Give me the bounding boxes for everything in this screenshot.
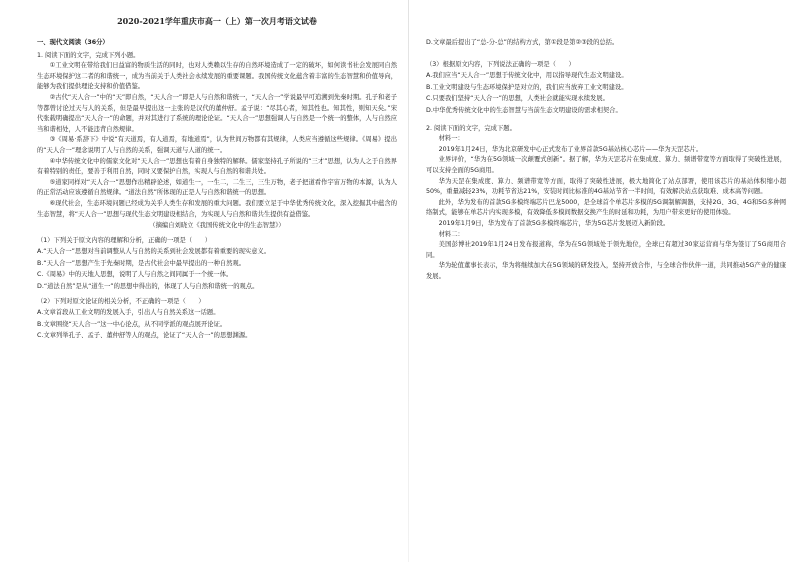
question-2-option-d: D.文章最后提出了“总-分-总”的结构方式，第①段是第②③段的总括。 — [426, 39, 619, 46]
question-1-option-b: B.“天人合一”思想产生于先秦时期，是古代社会中最早提出的一种自然观。 — [37, 259, 246, 267]
passage-paragraph: ⑥现代社会，生态环境问题已经成为关乎人类生存和发展的重大问题。我们要立足于中华优秀传统文化，深入挖掘其中蕴含的生态智慧，将“天人合一”思想与现代生态文明建设相结合，为实现人与自然和谐共生提供有益借鉴。 — [37, 199, 397, 218]
exam-title: 2020-2021学年重庆市高一（上）第一次月考语文试卷 — [117, 16, 317, 26]
right-column — [426, 38, 786, 282]
question-2-stem: （2）下列对原文论证的相关分析，不正确的一项是（ ） — [37, 297, 205, 305]
question-1-option-d: D.“道法自然”是从“道生一”的思想中得出的，体现了人与自然和谐统一的观点。 — [37, 283, 259, 291]
section-heading: 一、现代文阅读（36分） — [37, 39, 109, 46]
question-2-option-a: A.文章首段从工业文明的发展入手，引出人与自然关系这一话题。 — [37, 309, 220, 317]
passage-paragraph: ③《周易·系辞下》中说“有天道焉，有人道焉，有地道焉”，认为世间万物都有其规律，人类应当遵循这些规律。《周易》提出的“天人合一”理念说明了人与自然的关系，强调天道与人道的统一。 — [37, 136, 397, 154]
question-2-option-c: C.文章列举孔子、孟子、董仲舒等人的观点，论证了“天人合一”的思想渊源。 — [37, 332, 252, 340]
left-column — [37, 38, 397, 343]
material-2-label: 材料二： — [438, 230, 464, 238]
question-3-option-d: D.中华优秀传统文化中的生态智慧与当前生态文明建设的需求相契合。 — [426, 106, 622, 114]
question-1-option-c: C.《周易》中的天地人思想，说明了人与自然之间同属于一个统一体。 — [37, 271, 233, 279]
passage-paragraph: ④中华传统文化中的儒家文化对“天人合一”思想也有着自身独特的解释。儒家坚持孔子所说的“三才”思想，认为人之于自然界有着特别的责任，要善于利用自然，同时又要保护自然，实现人与自然的和谐共处。 — [37, 157, 397, 176]
question-1-stem: （1）下列关于原文内容的理解和分析，正确的一项是（ ） — [37, 236, 212, 244]
page-fold-divider — [408, 0, 409, 562]
material-paragraph: 业界评价，“华为在5G领域一次颠覆式创新”。据了解，华为天罡芯片在集成度、算力、频谱带宽等方面取得了突破性进展，可以支持全面的5G商用。 — [426, 156, 786, 174]
question-3-option-b: B.工业文明建设与生态环境保护是对立的，我们应当放弃工业文明建设。 — [426, 83, 628, 91]
material-1-label: 材料一： — [438, 135, 464, 143]
passage-source: （摘编自刘晓立《我国传统文化中的生态智慧》） — [149, 222, 285, 230]
passage-paragraph: ⑤道家同样对“天人合一”思想作出精辟论述，如道生一，一生二，二生三，三生万物，老子把道看作宇宙万物的本源，认为人的正常活动应该遵循自然规律。“道法自然”所体现的正是人与自然和谐统一的思想。 — [37, 178, 397, 197]
passage-paragraph: ①工业文明在带给我们日益富的物质生活的同时，也对人类赖以生存的自然环境造成了一定的破坏，如何读书社会发展同自然生态环境保护这二者的和谐统一，成为当前关于人类社会永续发展的重要课题。我国传统文化蕴含着丰富的生态智慧和价值导向，能够为我们提供理论支持和价值借鉴。 — [37, 62, 397, 91]
material-paragraph: 2019年1月9日，华为发布了首款5G多模终端芯片，华为5G芯片发展迈入新阶段。 — [438, 219, 670, 227]
group1-intro: 1. 阅读下面的文字，完成下列小题。 — [37, 51, 140, 59]
question-1-option-a: A.“天人合一”思想对当前调整从人与自然的关系到社会发展都有着重要的现实意义。 — [37, 248, 271, 256]
material-paragraph: 此外，华为发布的首款5G多模终端芯片巴龙5000，是全球首个单芯片多模的5G调制解调器，支持2G、3G、4G和5G多种网络制式，能够在单芯片内实现多模，有效降低多模间数据交换产生的时延和功耗，为用户带来更好的使用体验。 — [426, 198, 786, 217]
material-paragraph: 美国彭博社2019年1月24日发布报道称，华为在5G领域处于领先地位，全球已有超过30家运营商与华为签订了5G商用合同。 — [426, 241, 786, 259]
material-paragraph: 2019年1月24日，华为北京研发中心正式发布了业界首款5G基站核心芯片——华为天罡芯片。 — [438, 145, 703, 153]
question-3-option-c: C.只要我们坚持“天人合一”的思想，人类社会就能实现永续发展。 — [426, 95, 609, 103]
question-3-stem: （3）根据原文内容，下列说法正确的一项是（ ） — [426, 60, 575, 68]
passage-paragraph: ②古代“天人合一”中的“天”即自然，“天人合一”即是人与自然和谐统一，“天人合一”学说最早可追溯到先秦时期。孔子和老子等都曾讨论过天与人的关系，但是最早提出这一主张的是汉代的董仲舒。孟子说：“尽其心者，知其性也。知其性，则知天矣。”宋代张载明确提出“天人合一”的命题，并对其进行了系统的理论论证。“天人合一”思想强调人与自然是一个统一的整体，人与自然应当和谐相处，人不能违背自然规律。 — [37, 93, 397, 133]
material-paragraph: 华为轮值董事长表示，华为将继续加大在5G领域的研发投入，坚持开放合作，与全球合作伙伴一道，共同推动5G产业的健康发展。 — [426, 262, 786, 280]
question-3-option-a: A.我们应当“天人合一”思想于传统文化中，用以指导现代生态文明建设。 — [426, 72, 628, 80]
material-paragraph: 华为天罡在集成度、算力、频谱带宽等方面，取得了突破性进展，极大地简化了站点部署，使用该芯片的基站体积缩小超50%，重量减轻23%，功耗节省达21%，安装时间比标准的4G基站节省一半时间，有效解决站点获取难、成本高等问题。 — [426, 177, 786, 196]
group2-intro: 2. 阅读下面的文字，完成下题。 — [426, 124, 516, 132]
question-2-option-b: B.文章围绕“天人合一”这一中心论点，从不同学派的观点展开论证。 — [37, 320, 227, 328]
